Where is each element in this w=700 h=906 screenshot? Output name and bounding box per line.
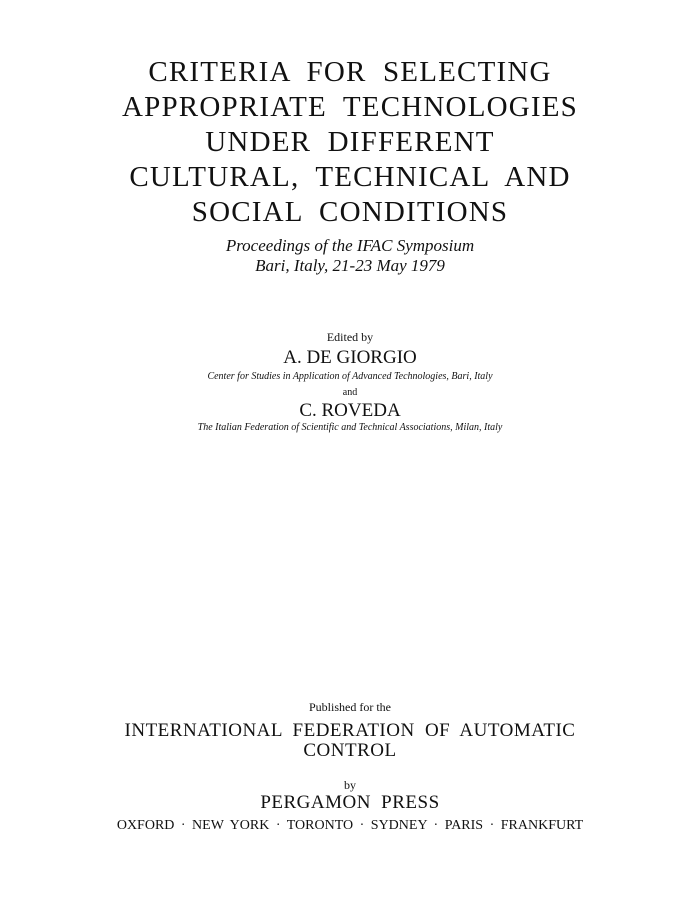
published-for: Published for the — [309, 700, 391, 714]
title-line: UNDER DIFFERENT — [205, 126, 495, 158]
organization-name-cont: CONTROL — [303, 740, 397, 761]
editor-affiliation: Center for Studies in Application of Advanced Technologies, Bari, Italy — [207, 371, 493, 382]
editor-name: C. ROVEDA — [299, 400, 401, 421]
proceedings-line: Proceedings of the IFAC Symposium — [225, 236, 475, 255]
by-label: by — [344, 778, 356, 792]
proceedings-date: Bari, Italy, 21-23 May 1979 — [255, 256, 445, 275]
title-line: APPROPRIATE TECHNOLOGIES — [122, 91, 578, 123]
edited-by: Edited by — [326, 330, 374, 344]
and-label: and — [342, 387, 358, 398]
editor-name: A. DE GIORGIO — [283, 347, 417, 368]
title-line: SOCIAL CONDITIONS — [191, 196, 509, 228]
editor-affiliation: The Italian Federation of Scientific and Technical Associations, Milan, Italy — [197, 422, 503, 433]
publisher-name: PERGAMON PRESS — [260, 792, 440, 813]
publisher-cities: OXFORD · NEW YORK · TORONTO · SYDNEY · PARIS · FRANKFURT — [116, 818, 584, 833]
organization-name: INTERNATIONAL FEDERATION OF AUTOMATIC — [124, 720, 576, 741]
title-line: CRITERIA FOR SELECTING — [148, 56, 552, 88]
title-line: CULTURAL, TECHNICAL AND — [129, 161, 571, 193]
